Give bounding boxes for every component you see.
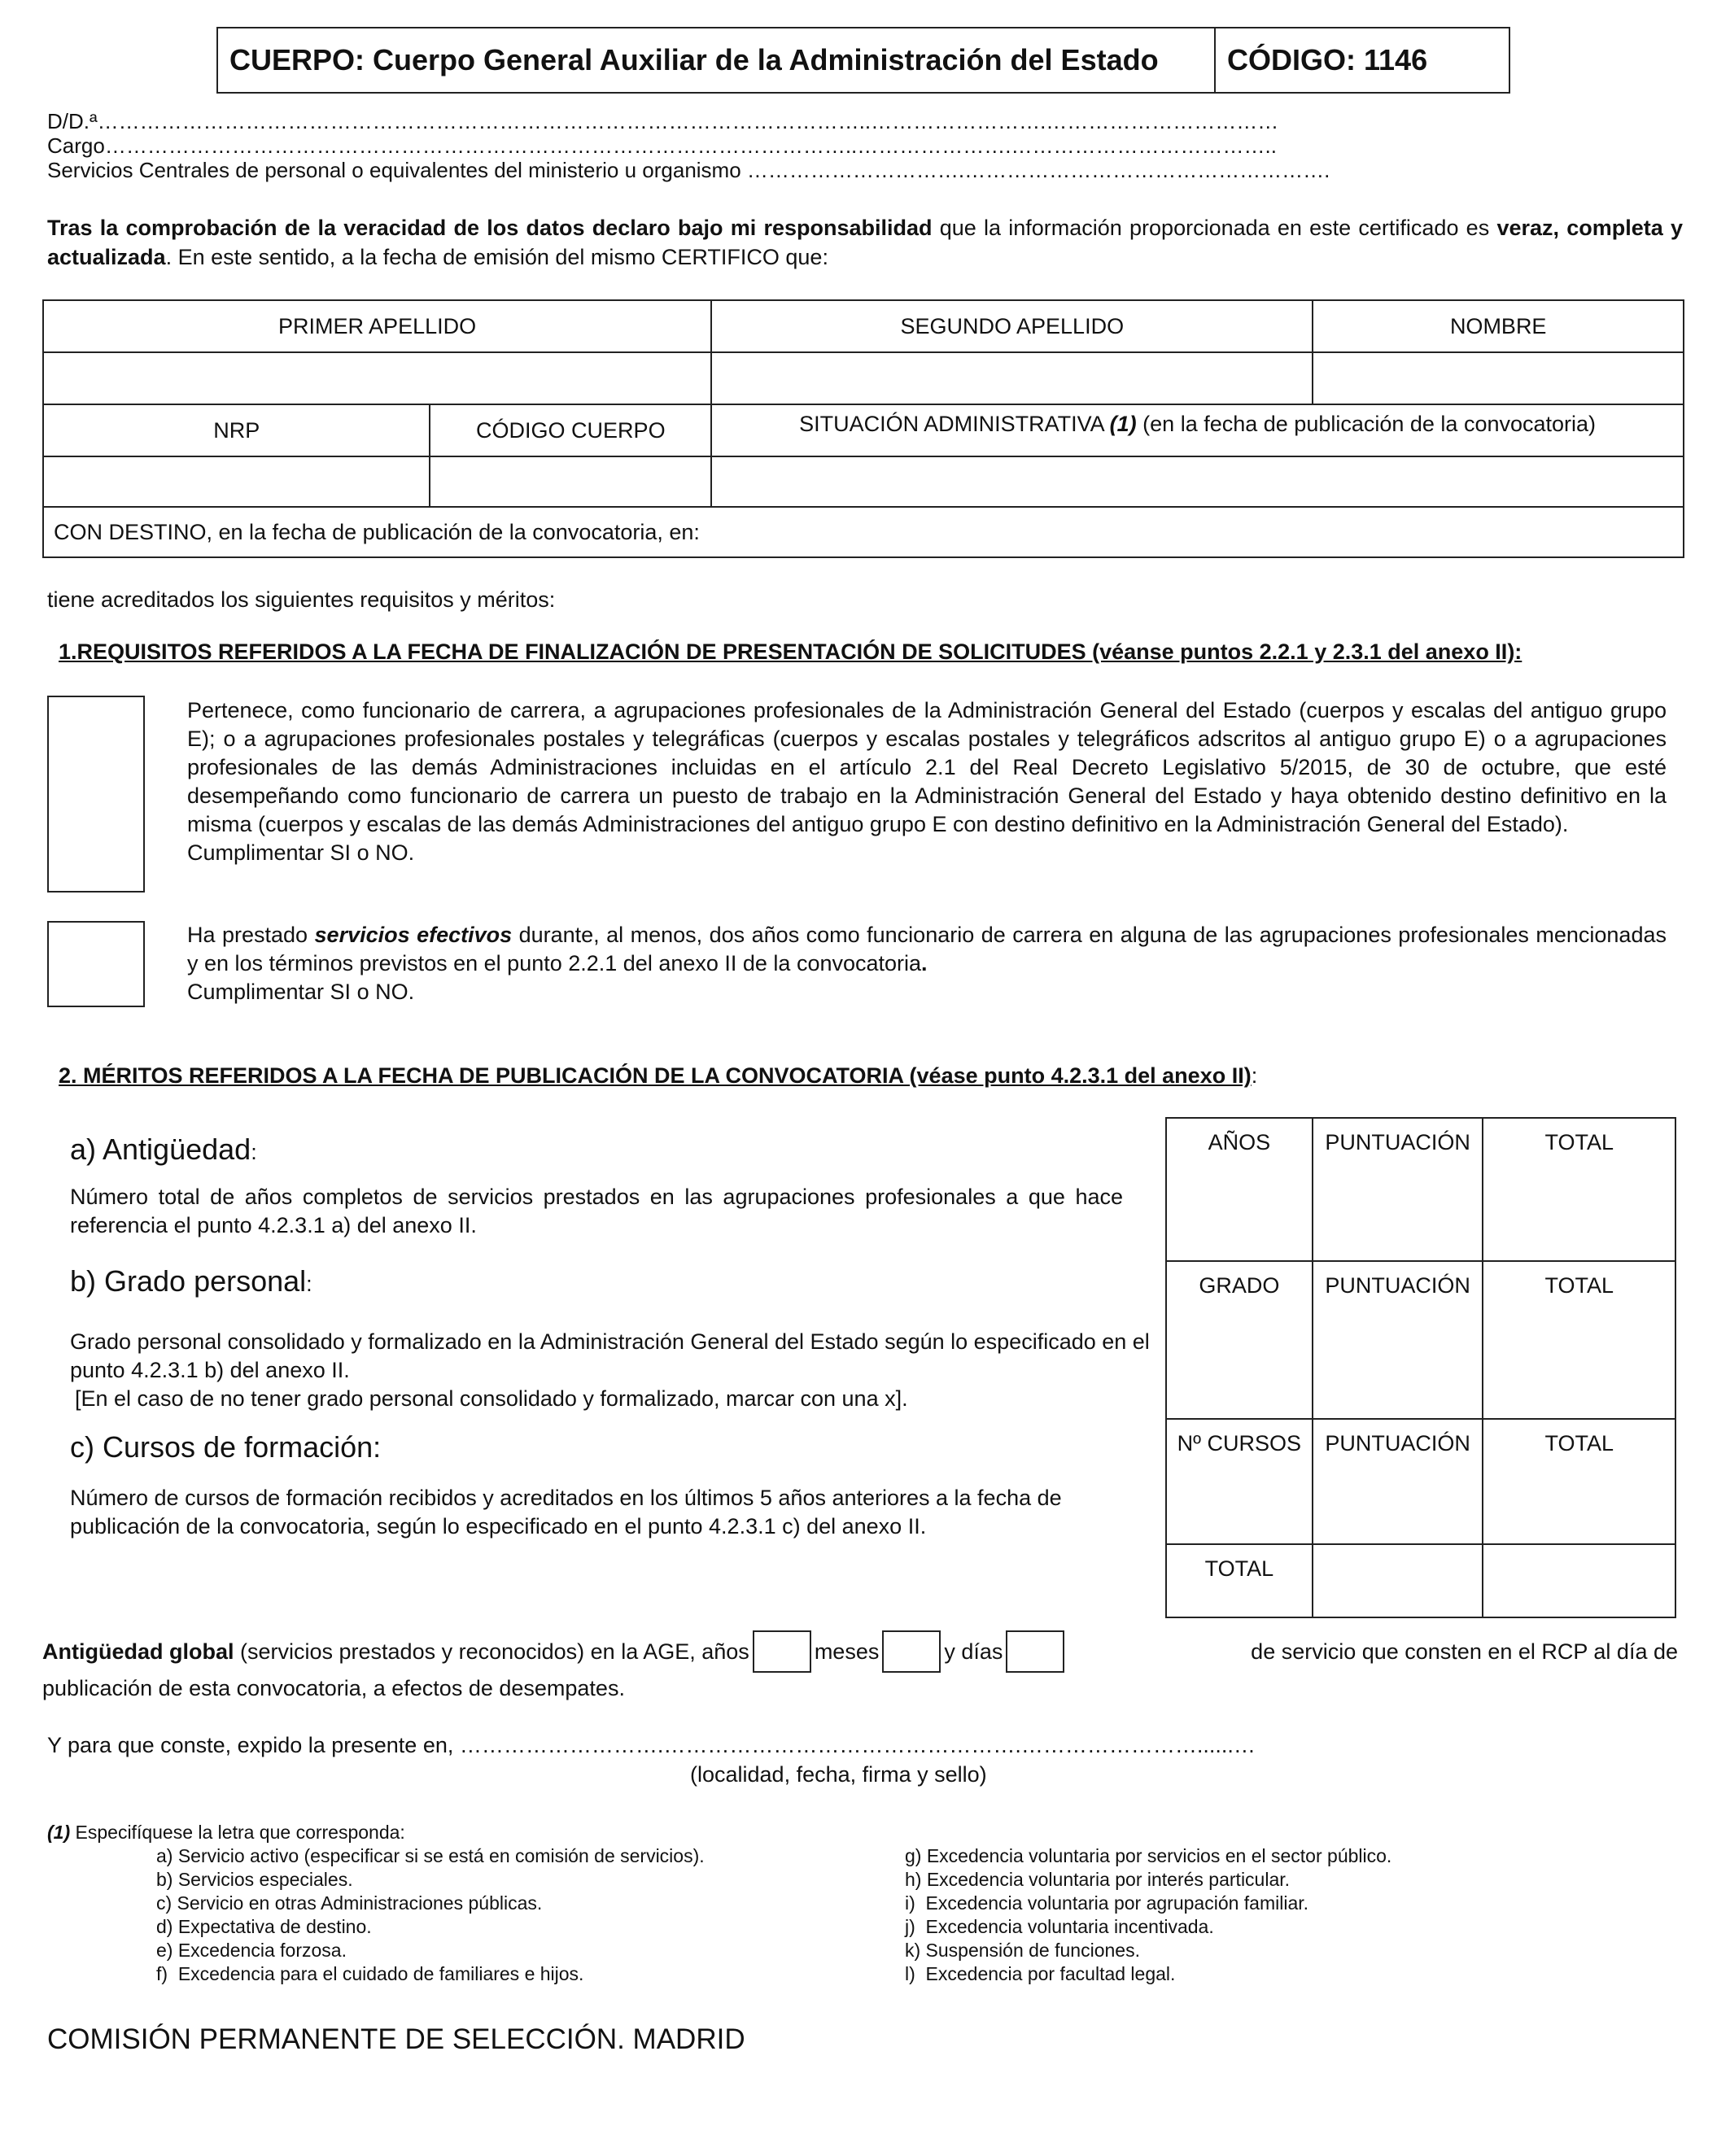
nombre-field[interactable] (1313, 352, 1684, 404)
cuerpo-title: CUERPO: Cuerpo General Auxiliar de la Administración del Estado (218, 28, 1216, 92)
tiene-text: tiene acreditados los siguientes requisitos y méritos: (47, 587, 556, 612)
requisito-1-instruction: Cumplimentar SI o NO. (187, 840, 415, 865)
grado-title-text: b) Grado personal (70, 1264, 307, 1298)
notes-intro-text: Especifíquese la letra que corresponda: (70, 1822, 405, 1843)
antiguedad-title-text: a) Antigüedad (70, 1133, 251, 1166)
grado-text-1: Grado personal consolidado y formalizado en la Administración General del Estado según lo especificado en el punto 4.2.3.1 b) del anexo II. (70, 1329, 1150, 1382)
dias-label: y días (944, 1639, 1003, 1664)
con-destino-field[interactable]: CON DESTINO, en la fecha de publicación de la convocatoria, en: (43, 507, 1684, 557)
notes-right-column (905, 1844, 1637, 1986)
personal-data-table (42, 299, 1684, 558)
requisito-2-text (187, 921, 1667, 1006)
global-total-cell[interactable] (1483, 1544, 1675, 1617)
requisito-1-checkbox[interactable] (47, 696, 145, 893)
cursos-text: Número de cursos de formación recibidos y acreditados en los últimos 5 años anteriores a la fecha de publicación de la convocatoria, según lo especificado en el punto 4.2.3.1 c) del anexo II. (70, 1486, 1062, 1538)
note-item: h) Excedencia voluntaria por interés particular. (905, 1869, 1291, 1890)
header-nrp: NRP (43, 404, 430, 456)
header-box (216, 27, 1510, 94)
identification-lines (47, 109, 1683, 182)
codigo-cuerpo-field[interactable] (430, 456, 711, 507)
header-primer-apellido: PRIMER APELLIDO (43, 300, 711, 352)
anos-cell[interactable]: AÑOS (1166, 1118, 1313, 1261)
meritos-heading (59, 1063, 1257, 1089)
meses-input[interactable] (882, 1630, 941, 1673)
note-item: b) Servicios especiales. (156, 1869, 353, 1890)
segundo-apellido-field[interactable] (711, 352, 1313, 404)
requisito-2-instruction: Cumplimentar SI o NO. (187, 980, 415, 1004)
grado-cell[interactable]: GRADO (1166, 1261, 1313, 1419)
requisito-1-description: Pertenece, como funcionario de carrera, a agrupaciones profesionales de la Administración General del Estado (cuerpos y escalas del antiguo grupo E); o a agrupaciones profesionales postales y telegráficas (cuerpos y escalas postales y telegráficos adscritos al antiguo grupo E) o a agrupaciones profesionales de las demás Administraciones incluidas en el artículo 2.1 del Real Decreto Legislativo 5/2015, de 30 de octubre, que esté desempeñando como funcionario de carrera un puesto de trabajo en la Administración General del Estado y haya obtenido destino definitivo en la misma (cuerpos y escalas de las demás Administraciones del antiguo grupo E con destino definitivo en la Administración General del Estado). (187, 698, 1667, 836)
note-item: f) Excedencia para el cuidado de familiares e hijos. (156, 1963, 584, 1984)
situacion-ref: (1) (1109, 412, 1137, 436)
anos-input[interactable] (753, 1630, 811, 1673)
meritos-heading-text: 2. MÉRITOS REFERIDOS A LA FECHA DE PUBLICACIÓN DE LA CONVOCATORIA (véase punto 4.2.3.1 del anexo II) (59, 1063, 1252, 1088)
declaration-paragraph (47, 213, 1683, 272)
grado-title (70, 1264, 312, 1298)
meses-label: meses (814, 1639, 880, 1664)
notes-left-column (156, 1844, 872, 1986)
declaration-bold-2: veraz, completa y actualizada (47, 216, 1683, 269)
servicios-line[interactable]: Servicios Centrales de personal o equivalentes del ministerio u organismo ………………………….……………………………………………. (47, 158, 1330, 182)
antiguedad-global (42, 1630, 1678, 1703)
antiguedad-title-colon: : (251, 1140, 257, 1164)
situacion-note: (en la fecha de publicación de la convocatoria) (1136, 412, 1597, 436)
declaration-bold-1: Tras la comprobación de la veracidad de los datos declaro bajo mi responsabilidad (47, 216, 933, 240)
footer-comision: COMISIÓN PERMANENTE DE SELECCIÓN. MADRID (47, 2023, 745, 2055)
dd-line[interactable]: D/D.ª………………………………………………………………………………………………..…………………….…………………………… (47, 109, 1279, 133)
global-total-label: TOTAL (1166, 1544, 1313, 1617)
cursos-puntuacion-cell[interactable]: PUNTUACIÓN (1313, 1419, 1483, 1544)
global-total-puntuacion-cell[interactable] (1313, 1544, 1483, 1617)
notes-ref: (1) (47, 1822, 71, 1843)
situacion-label: SITUACIÓN ADMINISTRATIVA (799, 412, 1110, 436)
note-item: l) Excedencia por facultad legal. (905, 1963, 1176, 1984)
antiguedad-global-text-2: publicación de esta convocatoria, a efectos de desempates. (42, 1676, 625, 1700)
requisito-2-checkbox[interactable] (47, 921, 145, 1007)
grado-puntuacion-cell[interactable]: PUNTUACIÓN (1313, 1261, 1483, 1419)
declaration-text-2: . En este sentido, a la fecha de emisión del mismo CERTIFICO que: (165, 245, 828, 269)
note-item: d) Expectativa de destino. (156, 1916, 372, 1937)
codigo-title: CÓDIGO: 1146 (1227, 43, 1428, 76)
dias-input[interactable] (1006, 1630, 1064, 1673)
cursos-cell[interactable]: Nº CURSOS (1166, 1419, 1313, 1544)
antiguedad-text: Número total de años completos de servicios prestados en las agrupaciones profesionales a que hace referencia el punto 4.2.3.1 a) del anexo II. (70, 1185, 1123, 1237)
cursos-title (70, 1430, 381, 1464)
meritos-table (1165, 1117, 1676, 1618)
requisito-1-text (187, 696, 1667, 867)
requisito-2-emphasis: servicios efectivos (314, 923, 513, 947)
antiguedad-global-text: (servicios prestados y reconocidos) en la AGE, años (234, 1639, 749, 1664)
requisitos-heading: 1.REQUISITOS REFERIDOS A LA FECHA DE FINALIZACIÓN DE PRESENTACIÓN DE SOLICITUDES (véanse puntos 2.2.1 y 2.3.1 del anexo II): (59, 639, 1522, 664)
antiguedad-title (70, 1133, 257, 1167)
situacion-field[interactable] (711, 456, 1684, 507)
grado-text-2: [En el caso de no tener grado personal consolidado y formalizado, marcar con una x]. (75, 1386, 908, 1411)
note-item: g) Excedencia voluntaria por servicios en el sector público. (905, 1845, 1392, 1866)
localidad-caption: (localidad, fecha, firma y sello) (690, 1762, 987, 1787)
header-codigo-cuerpo: CÓDIGO CUERPO (430, 404, 711, 456)
cursos-total-cell[interactable]: TOTAL (1483, 1419, 1675, 1544)
notes-intro (47, 1821, 405, 1844)
note-item: i) Excedencia voluntaria por agrupación familiar. (905, 1892, 1309, 1914)
anos-puntuacion-cell[interactable]: PUNTUACIÓN (1313, 1118, 1483, 1261)
antiguedad-global-bold: Antigüedad global (42, 1639, 234, 1664)
note-item: a) Servicio activo (especificar si se está en comisión de servicios). (156, 1845, 705, 1866)
expido-line[interactable]: Y para que conste, expido la presente en, ……………………….………………………………………….……………………......… (47, 1733, 1256, 1757)
note-item: e) Excedencia forzosa. (156, 1940, 347, 1961)
meritos-heading-colon: : (1251, 1063, 1258, 1088)
grado-title-colon: : (306, 1272, 312, 1296)
note-item: j) Excedencia voluntaria incentivada. (905, 1916, 1214, 1937)
note-item: c) Servicio en otras Administraciones públicas. (156, 1892, 543, 1914)
primer-apellido-field[interactable] (43, 352, 711, 404)
requisito-2-a: Ha prestado (187, 923, 315, 947)
requisito-2-dot: . (921, 951, 928, 975)
cursos-title-text: c) Cursos de formación: (70, 1430, 382, 1464)
header-situacion (711, 404, 1684, 456)
grado-text (70, 1328, 1165, 1413)
cargo-line[interactable]: Cargo……………………………………………………………………………………………..………………….……………………………….. (47, 133, 1277, 158)
antiguedad-global-rest: de servicio que consten en el RCP al día de (1251, 1639, 1678, 1664)
header-nombre: NOMBRE (1313, 300, 1684, 352)
header-segundo-apellido: SEGUNDO APELLIDO (711, 300, 1313, 352)
requisito-2-b: durante, al menos, dos años como funcionario de carrera en alguna de las agrupaciones profesionales mencionadas y en los términos previstos en el punto 2.2.1 del anexo II de la convocatoria (187, 923, 1667, 975)
nrp-field[interactable] (43, 456, 430, 507)
note-item: k) Suspensión de funciones. (905, 1940, 1140, 1961)
declaration-text-1: que la información proporcionada en este certificado es (932, 216, 1497, 240)
grado-total-cell[interactable]: TOTAL (1483, 1261, 1675, 1419)
anos-total-cell[interactable]: TOTAL (1483, 1118, 1675, 1261)
